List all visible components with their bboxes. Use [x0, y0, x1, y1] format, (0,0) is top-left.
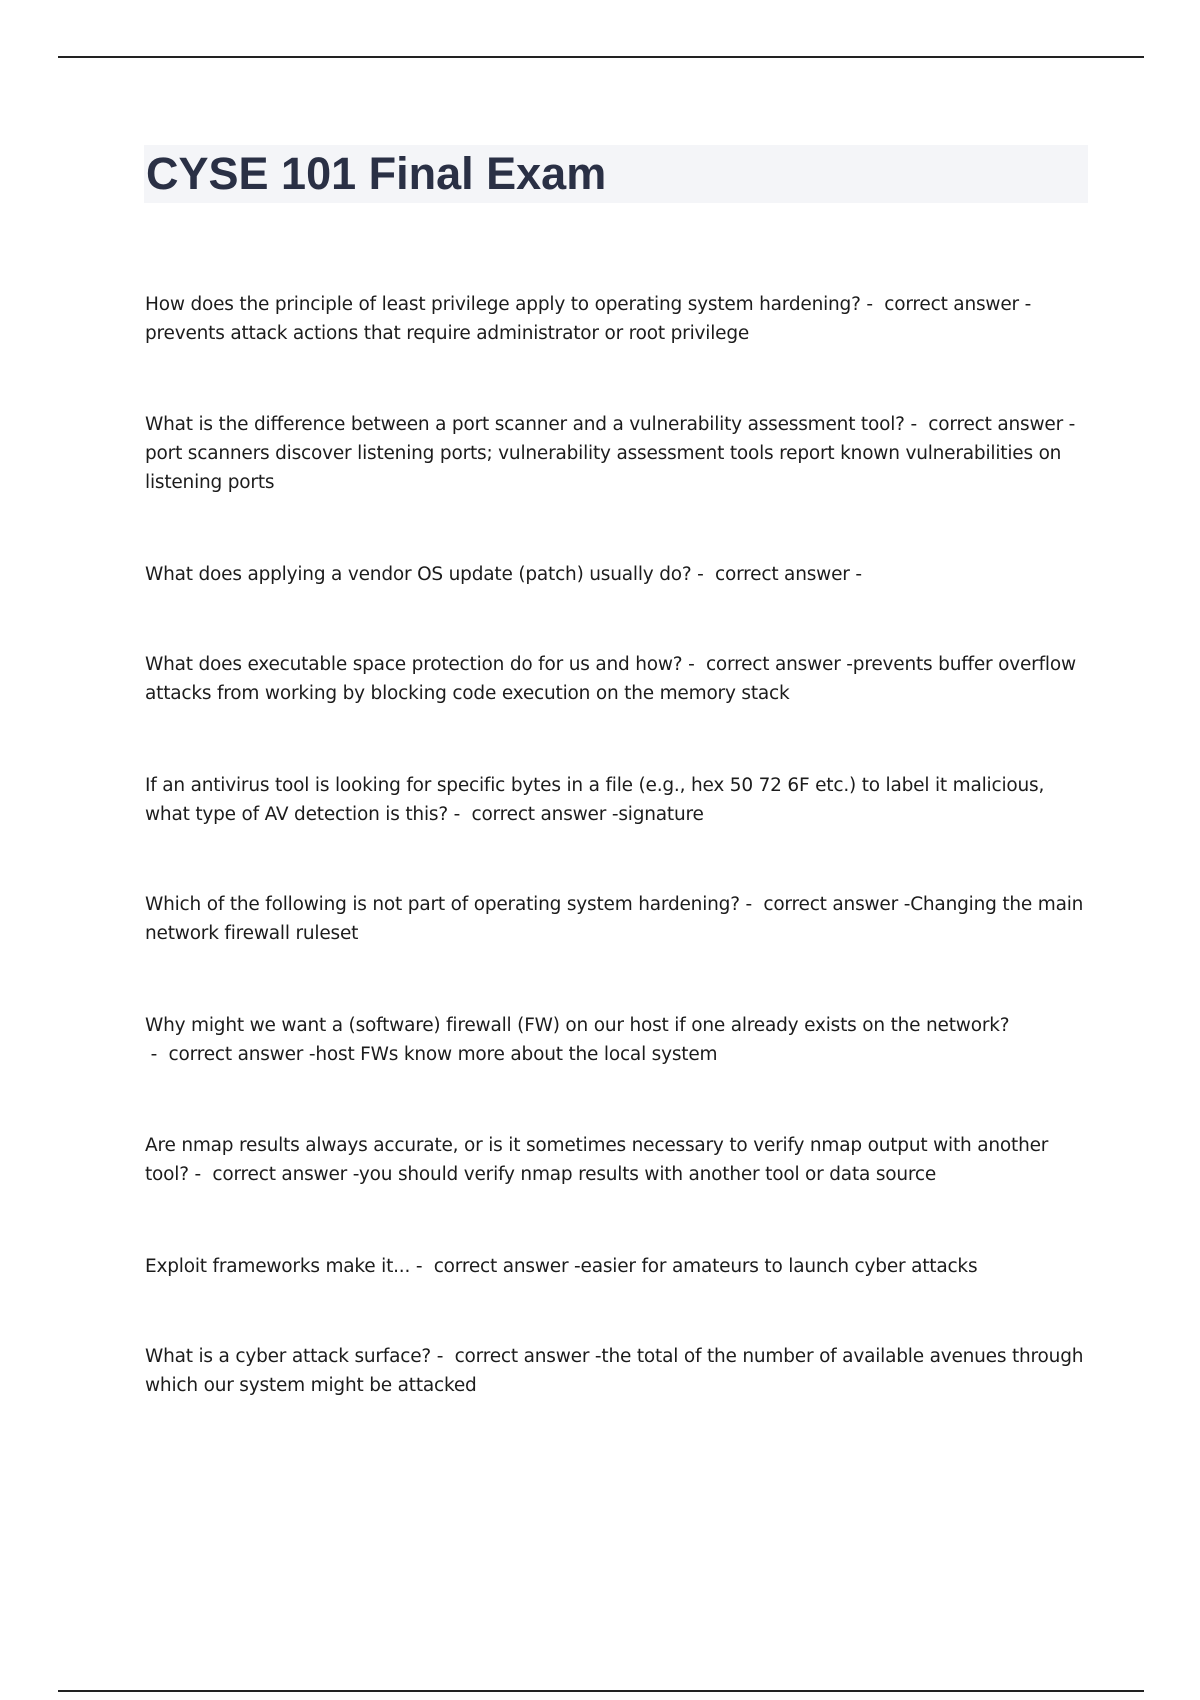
answer-separator: - correct answer - [431, 1346, 602, 1367]
qa-item-10 [145, 1342, 1090, 1400]
qa-item-9 [145, 1252, 1090, 1281]
answer-separator: - correct answer - [904, 414, 1076, 435]
qa-item-1 [145, 290, 1090, 348]
answer-separator: - correct answer - [145, 1044, 316, 1065]
question-text: What is a cyber attack surface? [145, 1346, 432, 1367]
question-text: Which of the following is not part of operating system hardening? [145, 894, 740, 915]
answer-separator: - correct answer - [739, 894, 911, 915]
answer-text: signature [618, 804, 704, 825]
question-text: Exploit frameworks make it... [145, 1256, 411, 1277]
question-text: What does executable space protection do for us and how? [145, 654, 683, 675]
qa-item-7 [145, 1011, 1090, 1069]
answer-text: Changing the main network firewall ruleset [145, 894, 1084, 944]
answer-separator: - correct answer - [447, 804, 619, 825]
question-text: What does applying a vendor OS update (patch) usually do? [145, 564, 692, 585]
qa-item-3 [145, 560, 1090, 589]
answer-separator: - correct answer - [410, 1256, 581, 1277]
answer-separator: - correct answer - [188, 1164, 359, 1185]
question-text: How does the principle of least privilege apply to operating system hardening? [145, 294, 861, 315]
top-rule [58, 56, 1144, 58]
answer-text: you should verify nmap results with another tool or data source [358, 1164, 937, 1185]
answer-text: host FWs know more about the local system [315, 1044, 718, 1065]
answer-separator: - correct answer - [691, 564, 862, 585]
qa-item-6 [145, 890, 1090, 948]
answer-text: port scanners discover listening ports; vulnerability assessment tools report known vulnerabilities on listening ports [145, 443, 1062, 493]
question-text: If an antivirus tool is looking for specific bytes in a file (e.g., hex 50 72 6F etc.) to label it malicious, what type of AV detection is this? [145, 775, 1045, 825]
answer-text: prevents buffer overflow attacks from working by blocking code execution on the memory stack [145, 654, 1076, 704]
qa-item-2 [145, 410, 1090, 497]
bottom-rule [58, 1690, 1144, 1692]
qa-item-5 [145, 771, 1090, 829]
question-text: Are nmap results always accurate, or is it sometimes necessary to verify nmap output with another tool? [145, 1135, 1049, 1185]
answer-text: easier for amateurs to launch cyber attacks [580, 1256, 978, 1277]
question-text: What is the difference between a port scanner and a vulnerability assessment tool? [145, 414, 905, 435]
qa-item-8 [145, 1131, 1090, 1189]
answer-separator: - correct answer - [860, 294, 1032, 315]
answer-separator: - correct answer - [682, 654, 853, 675]
answer-text: the total of the number of available avenues through which our system might be attacked [145, 1346, 1084, 1396]
question-text: Why might we want a (software) firewall (FW) on our host if one already exists on the network? [145, 1015, 1010, 1036]
page-title: CYSE 101 Final Exam [146, 148, 607, 199]
answer-text: prevents attack actions that require administrator or root privilege [145, 323, 750, 344]
qa-item-4 [145, 650, 1090, 708]
